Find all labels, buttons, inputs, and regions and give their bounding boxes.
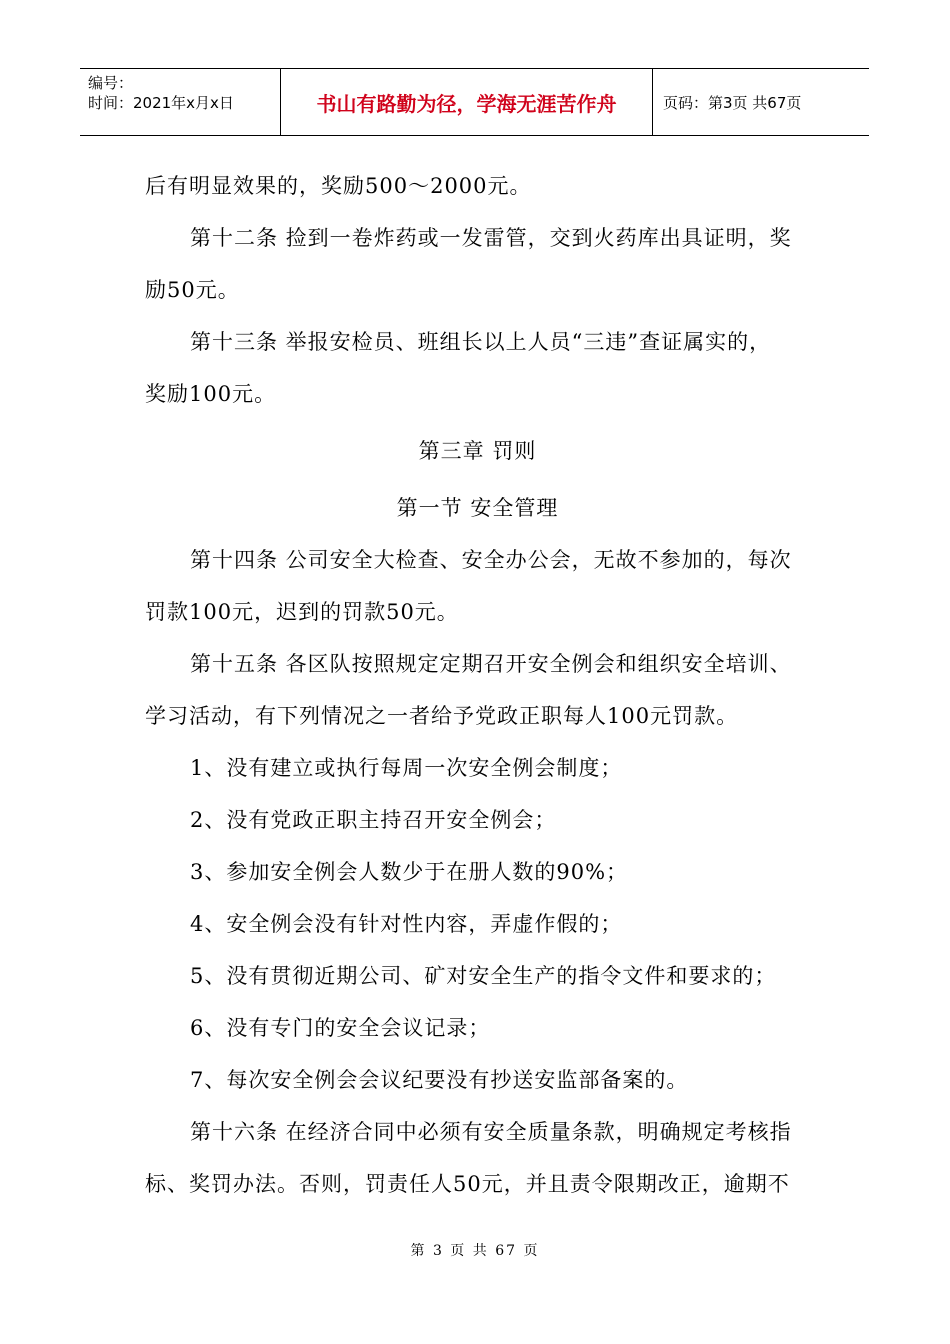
list-item: 3、参加安全例会人数少于在册人数的90%； — [190, 860, 629, 884]
article-14: 第十四条 公司安全大检查、安全办公会，无故不参加的，每次 — [190, 548, 792, 572]
list-item: 4、安全例会没有针对性内容，弄虚作假的； — [190, 912, 623, 936]
header-motto: 书山有路勤为径，学海无涯苦作舟 — [281, 69, 653, 135]
article-15: 第十五条 各区队按照规定定期召开安全例会和组织安全培训、 — [190, 652, 792, 676]
body-line: 奖励100元。 — [145, 382, 277, 406]
article-16: 第十六条 在经济合同中必须有安全质量条款，明确规定考核指 — [190, 1120, 792, 1144]
article-13: 第十三条 举报安检员、班组长以上人员“三违”查证属实的， — [190, 330, 772, 354]
page-header — [80, 68, 869, 136]
document-body — [145, 160, 810, 1210]
list-item: 1、没有建立或执行每周一次安全例会制度； — [190, 756, 623, 780]
list-item: 5、没有贯彻近期公司、矿对安全生产的指令文件和要求的； — [190, 964, 777, 988]
body-line: 后有明显效果的，奖励500～2000元。 — [145, 174, 532, 198]
article-12: 第十二条 捡到一卷炸药或一发雷管，交到火药库出具证明，奖 — [190, 226, 792, 250]
body-line: 罚款100元，迟到的罚款50元。 — [145, 600, 459, 624]
header-page-info: 页码：第3页 共67页 — [663, 93, 802, 112]
page-footer: 第 3 页 共 67 页 — [410, 1243, 540, 1259]
section-heading: 第一节 安全管理 — [396, 496, 559, 520]
chapter-heading: 第三章 罚则 — [418, 439, 537, 463]
list-item: 6、没有专门的安全会议记录； — [190, 1016, 491, 1040]
number-label: 编号： — [88, 74, 134, 92]
body-line: 励50元。 — [145, 278, 240, 302]
list-item: 7、每次安全例会会议纪要没有抄送安监部备案的。 — [190, 1068, 689, 1092]
time-label: 时间：2021年x月x日 — [88, 94, 234, 112]
header-meta — [80, 69, 281, 135]
body-line: 学习活动，有下列情况之一者给予党政正职每人100元罚款。 — [145, 704, 739, 728]
body-line: 标、奖罚办法。否则，罚责任人50元，并且责令限期改正，逾期不 — [145, 1172, 790, 1196]
list-item: 2、没有党政正职主持召开安全例会； — [190, 808, 557, 832]
